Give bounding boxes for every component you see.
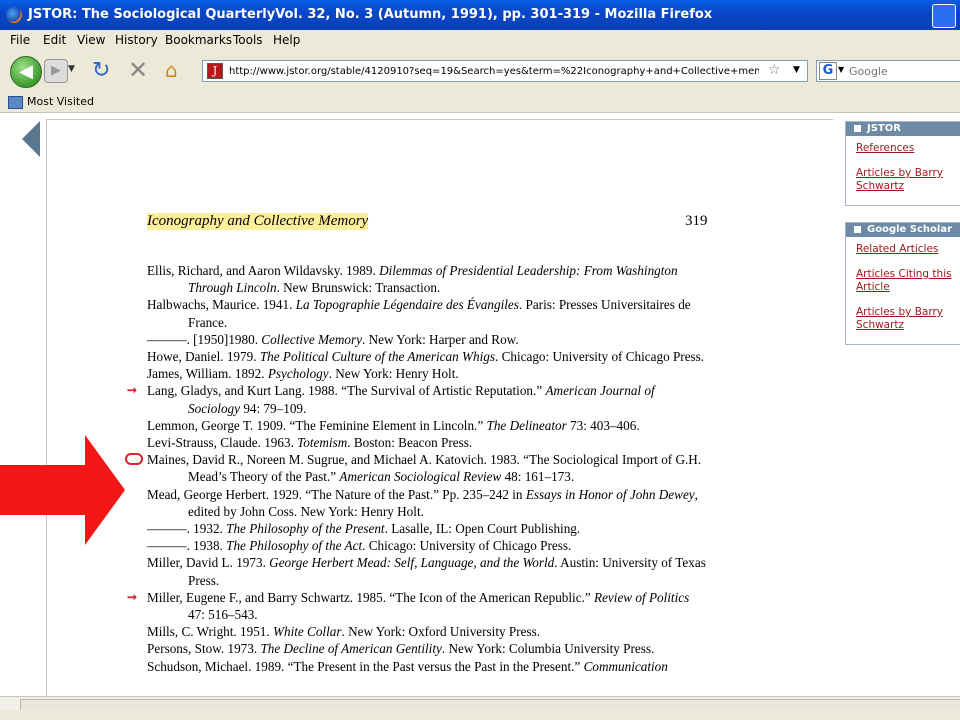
menu-tools[interactable]: Tools bbox=[233, 33, 263, 47]
search-bar[interactable] bbox=[816, 60, 960, 82]
page-number: 319 bbox=[685, 213, 708, 229]
reference-entry: James, William. 1892. Psychology. New York: Henry Holt. bbox=[147, 366, 459, 382]
red-arrow-annotation-icon: ➞ bbox=[127, 589, 138, 604]
navigation-toolbar bbox=[0, 50, 960, 90]
reference-entry: Ellis, Richard, and Aaron Wildavsky. 1989. Dilemmas of Presidential Leadership: From Washington Through Lincoln. New Brunswick: Transaction. bbox=[147, 263, 678, 296]
url-dropdown-icon[interactable]: ▼ bbox=[793, 65, 800, 75]
menu-view[interactable]: View bbox=[77, 33, 106, 47]
menu-bar bbox=[0, 30, 960, 50]
reference-list bbox=[127, 262, 709, 675]
reference-entry: Miller, David L. 1973. George Herbert Mead: Self, Language, and the World. Austin: University of Texas Press. bbox=[147, 555, 706, 588]
jstor-panel bbox=[845, 121, 960, 206]
reference-entry: Schudson, Michael. 1989. “The Present in the Past versus the Past in the Present.” Communication bbox=[147, 658, 668, 674]
bookmark-star-icon[interactable]: ☆ bbox=[768, 62, 781, 78]
reference-entry: Mills, C. Wright. 1951. White Collar. New York: Oxford University Press. bbox=[147, 624, 541, 640]
close-window-button[interactable] bbox=[932, 4, 956, 28]
url-input[interactable] bbox=[229, 61, 759, 81]
article-page-image bbox=[46, 119, 834, 697]
search-input[interactable] bbox=[849, 61, 959, 81]
red-arrow-annotation-icon: ➞ bbox=[127, 383, 138, 398]
reload-icon[interactable]: ↻ bbox=[92, 58, 111, 83]
reference-entry: Halbwachs, Maurice. 1941. La Topographie Légendaire des Évangiles. Paris: Presses Universitaires de France. bbox=[147, 297, 691, 330]
jstor-panel-header: JSTOR bbox=[846, 122, 960, 136]
forward-arrow-icon: ▶ bbox=[51, 63, 61, 78]
reference-entry: Persons, Stow. 1973. The Decline of American Gentility. New York: Columbia University Press. bbox=[147, 641, 655, 657]
reference-entry: ———. [1950]1980. Collective Memory. New York: Harper and Row. bbox=[147, 331, 519, 347]
menu-history[interactable]: History bbox=[115, 33, 158, 47]
google-scholar-panel bbox=[845, 222, 960, 345]
horizontal-scrollbar[interactable] bbox=[0, 696, 960, 711]
title-bar bbox=[0, 0, 960, 30]
engine-dropdown-icon[interactable]: ▼ bbox=[838, 65, 845, 74]
most-visited-link[interactable]: Most Visited bbox=[27, 95, 94, 108]
big-red-pointer-arrow-icon bbox=[0, 435, 125, 545]
sidebar bbox=[833, 113, 960, 696]
reference-entry: ➞ Lang, Gladys, and Kurt Lang. 1988. “The Survival of Artistic Reputation.” American Journal of Sociology 94: 79–109. bbox=[127, 383, 655, 416]
reference-entry: Maines, David R., Noreen M. Sugrue, and Michael A. Katovich. 1983. “The Sociological Import of G.H. Mead’s Theory of the Past.” American Sociological Review 48: 161–173. bbox=[147, 451, 709, 485]
running-head: Iconography and Collective Memory bbox=[147, 213, 369, 229]
stop-icon[interactable]: ✕ bbox=[128, 56, 149, 84]
menu-help[interactable]: Help bbox=[273, 33, 301, 47]
bullet-square-icon bbox=[854, 226, 861, 233]
google-engine-icon[interactable]: G bbox=[819, 62, 837, 80]
page-content bbox=[0, 113, 960, 696]
bookmarks-toolbar bbox=[0, 92, 960, 113]
reference-entry: Mead, George Herbert. 1929. “The Nature of the Past.” Pp. 235–242 in Essays in Honor of John Dewey, edited by John Coss. New York: Henry Holt. bbox=[147, 486, 698, 519]
most-visited-icon bbox=[8, 96, 23, 109]
menu-file[interactable]: File bbox=[10, 33, 31, 47]
related-articles-link[interactable]: Related Articles bbox=[856, 243, 939, 255]
articles-citing-link[interactable]: Articles Citing this Article bbox=[856, 268, 952, 293]
back-button[interactable] bbox=[10, 56, 42, 88]
back-arrow-icon: ◀ bbox=[19, 61, 33, 82]
menu-bookmarks[interactable]: Bookmarks bbox=[165, 33, 233, 47]
home-icon[interactable]: ⌂ bbox=[165, 58, 178, 82]
references-link[interactable]: References bbox=[856, 142, 915, 154]
google-scholar-panel-header: Google Scholar bbox=[846, 223, 960, 237]
reference-entry: ➞ Miller, Eugene F., and Barry Schwartz. 1985. “The Icon of the American Republic.” Review of Politics 47: 516–543. bbox=[127, 589, 690, 623]
reference-entry: Lemmon, George T. 1909. “The Feminine Element in Lincoln.” The Delineator 73: 403–406. bbox=[147, 417, 640, 433]
previous-page-icon[interactable] bbox=[22, 121, 40, 157]
jstor-favicon: J bbox=[207, 63, 223, 79]
forward-button[interactable] bbox=[44, 59, 68, 83]
firefox-icon bbox=[6, 7, 22, 23]
reference-entry: Levi-Strauss, Claude. 1963. Totemism. Boston: Beacon Press. bbox=[147, 435, 473, 451]
red-oval-annotation-icon bbox=[125, 453, 143, 465]
url-bar[interactable] bbox=[202, 60, 808, 82]
reference-entry: ———. 1938. The Philosophy of the Act. Chicago: University of Chicago Press. bbox=[147, 538, 572, 554]
status-bar bbox=[0, 710, 960, 720]
menu-edit[interactable]: Edit bbox=[43, 33, 67, 47]
bullet-square-icon bbox=[854, 125, 861, 132]
reference-entry: ———. 1932. The Philosophy of the Present. Lasalle, IL: Open Court Publishing. bbox=[147, 521, 581, 537]
reference-entry: Howe, Daniel. 1979. The Political Culture of the American Whigs. Chicago: University of Chicago Press. bbox=[147, 349, 705, 365]
scholar-articles-by-author-link[interactable]: Articles by Barry Schwartz bbox=[856, 306, 944, 331]
history-dropdown-icon[interactable]: ▼ bbox=[68, 64, 75, 74]
window-title: JSTOR: The Sociological QuarterlyVol. 32, No. 3 (Autumn, 1991), pp. 301-319 - Mozilla Firefox bbox=[28, 7, 713, 22]
articles-by-author-link[interactable]: Articles by Barry Schwartz bbox=[856, 167, 944, 192]
